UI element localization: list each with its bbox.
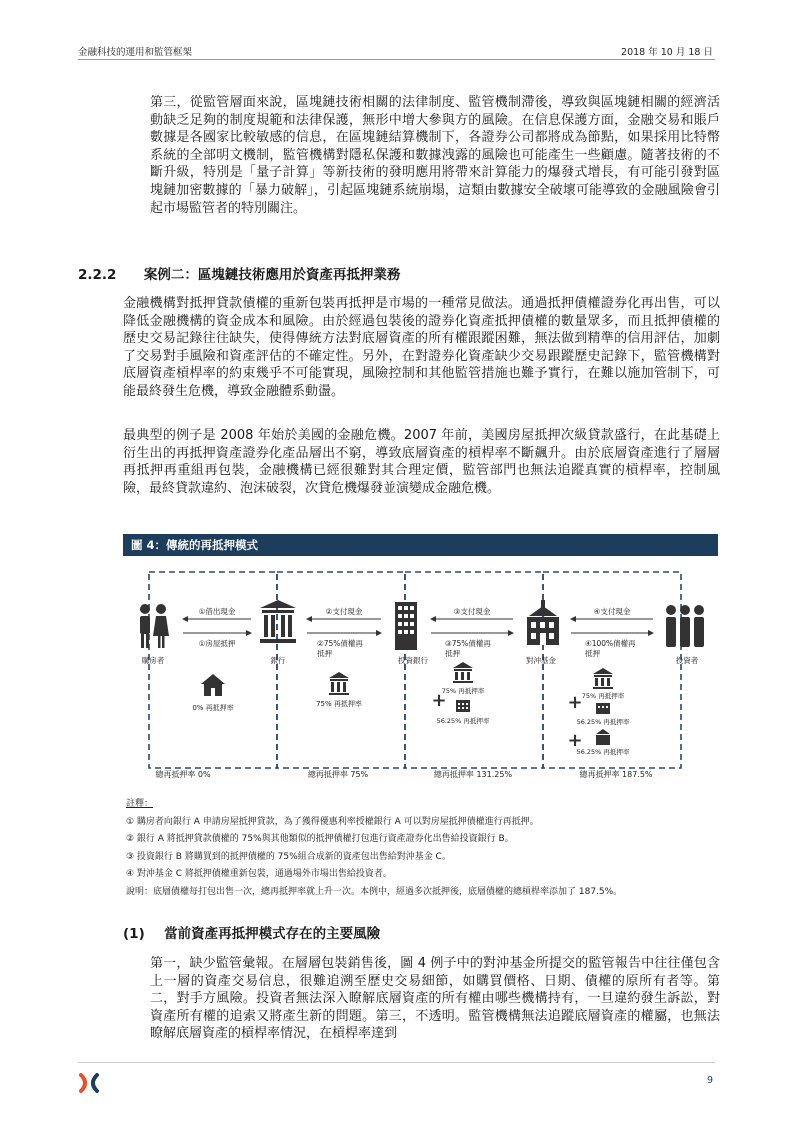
paragraph-rehypothecation: 金融機構對抵押貸款債權的重新包裝再抵押是市場的一種常見做法。通過抵押債權證券化再出售，可以降低金融機構的資金成本和風險。由於經過包裝後的證券化資產抵押債權的數量眾多，而且抵押債權的歷史交易記錄往往缺失，使得傳統方法對底層資產的所有權跟蹤困難，無法做到精準的信用評估，加劇了交易對手風險和資產評估的不確定性。另外，在對證券化資產缺少交易跟蹤歷史記錄下，監管機構對底層資產槓桿率的約束幾乎不可能實現，風險控制和其他監管措施也難予實行，在難以施加管制下，可能最終發生危機，導致金融體系動盪。 xyxy=(123,296,720,399)
arrow-label-bottom-1: ①房屋抵押 xyxy=(198,639,236,648)
section-heading xyxy=(78,263,400,283)
section-number: 2.2.2 xyxy=(78,267,117,283)
hedge-fund-icon xyxy=(527,600,559,645)
investment-bank-icon xyxy=(395,602,417,650)
plus-icon-s4a: + xyxy=(567,692,583,713)
stage-box-1 xyxy=(149,572,277,768)
bank-icon xyxy=(260,600,296,643)
actor-label-investors: 投資者 xyxy=(675,656,699,665)
arrow-label-top-3: ③支付現金 xyxy=(453,607,491,616)
subsection-number: (1) xyxy=(123,926,145,942)
arrow-label-bottom-3b: 抵押 xyxy=(445,649,460,658)
actor-label-hedge-fund: 對沖基金 xyxy=(526,656,556,665)
paragraph-financial-crisis: 最典型的例子是 2008 年始於美國的金融危機。2007 年前，美國房屋抵押次級貸款盛行，在此基礎上衍生出的再抵押資產證券化產品層出不窮，導致底層資產的槓桿率不斷飆升。由於底層資產進行了層層再抵押再重組再包裝，金融機構已經很難對其合理定價，監管部門也無法追蹤真實的槓桿率，控制風險，最終貸款違約、泡沫破裂，次貸危機爆發並演變成金融危機。 xyxy=(123,428,720,496)
actor-label-bank: 銀行 xyxy=(270,656,286,665)
header-title: 金融科技的運用和監管框架 xyxy=(78,47,193,58)
house-icon xyxy=(201,674,225,696)
notes-heading: 註釋： xyxy=(126,799,154,809)
asset-label-s3b: 56.25% 再抵押率 xyxy=(436,717,490,725)
hedge-fund-small-icon-s4 xyxy=(596,729,610,745)
total-label-4: 總再抵押率 187.5% xyxy=(579,770,653,779)
building-small-icon-s4 xyxy=(596,703,610,714)
asset-label-s2: 75% 再抵押率 xyxy=(316,700,362,708)
asset-label-s1: 0% 再抵押率 xyxy=(192,704,234,712)
paragraph-privacy-risk: 第三，從監管層面來說，區塊鏈技術相關的法律制度、監管機制滯後，導致與區塊鏈相關的經濟活動缺乏足夠的制度規範和法律保護，無形中增大參與方的風險。在信息保護方面，金融交易和賬戶數據是各國家比較敏感的信息，在區塊鏈結算機制下，各證券公司都將成為節點，如果採用比特幣系統的全部明文機制，監管機構對隱私保護和數據洩露的風險也可能產生一些顧慮。隨著技術的不斷升級，特別是「量子計算」等新技術的發明應用將帶來計算能力的爆發式增長，有可能引發對區塊鏈加密數據的「暴力破解」，引起區塊鏈系統崩塌，這類由數據安全破壞可能導致的金融風險會引起市場監管者的特別關注。 xyxy=(150,95,720,216)
plus-icon-s4b: + xyxy=(567,730,583,751)
bank-small-icon xyxy=(329,672,349,695)
asset-label-s3a: 75% 再抵押率 xyxy=(441,687,485,695)
note-item-4: ④ 對沖基金 C 將抵押債權重新包裝，通過場外市場出售給投資者。 xyxy=(126,869,392,880)
note-explanation: 說明：底層債權每打包出售一次，總再抵押率就上升一次。本例中，經過多次抵押後，底層債權的總槓桿率添加了 187.5%。 xyxy=(126,886,623,897)
arrow-label-top-2: ②支付現金 xyxy=(325,607,363,616)
bank-small-icon-s4 xyxy=(593,668,613,689)
bank-small-icon-s3 xyxy=(453,662,473,683)
asset-label-s4a: 75% 再抵押率 xyxy=(581,692,625,700)
total-label-3: 總再抵押率 131.25% xyxy=(433,770,513,779)
home-buyer-icon xyxy=(140,604,169,648)
total-label-1: 總再抵押率 0% xyxy=(155,770,211,779)
arrow-label-bottom-4b: 抵押 xyxy=(585,649,600,658)
hkex-logo-icon xyxy=(78,1072,100,1094)
actor-label-buyer: 購房者 xyxy=(141,656,165,665)
asset-label-s4b: 56.25% 再抵押率 xyxy=(576,718,630,726)
footer-divider xyxy=(78,1062,715,1063)
building-small-icon-s3 xyxy=(456,700,470,712)
rehypothecation-diagram xyxy=(123,560,721,785)
arrow-label-top-1: ①借出現金 xyxy=(198,607,236,616)
page-number: 9 xyxy=(706,1075,713,1086)
arrow-label-bottom-2: ②75%債權再 xyxy=(317,639,363,648)
section-title: 案例二：區塊鏈技術應用於資產再抵押業務 xyxy=(143,267,401,283)
header-divider xyxy=(78,59,715,60)
note-item-3: ③ 投資銀行 B 將購買到的抵押債權的 75%組合成新的資產包出售給對沖基金 C。 xyxy=(126,851,451,862)
asset-label-s4c: 56.25% 再抵押率 xyxy=(576,748,630,756)
stage-box-3 xyxy=(405,572,543,768)
subsection-heading xyxy=(123,922,380,942)
arrow-label-bottom-4: ④100%債權再 xyxy=(585,639,636,648)
paragraph-main-risks: 第一，缺少監管彙報。在層層包裝銷售後，圖 4 例子中的對沖基金所提交的監管報告中往往僅包含上一層的資產交易信息，很難追溯至歷史交易細節，如購買價格、日期、債權的原所有者等。第二，對手方風險。投資者無法深入瞭解底層資產的所有權由哪些機構持有，一旦違約發生訴訟，對資產所有權的追索又將產生新的問題。第三，不透明。監管機構無法追蹤底層資產的權屬，也無法瞭解底層資產的槓桿率情況，在槓桿率達到 xyxy=(150,956,720,1042)
arrow-label-bottom-3: ③75%債權再 xyxy=(445,639,491,648)
header-date: 2018 年 10 月 18 日 xyxy=(621,47,713,58)
stage-box-4 xyxy=(543,572,681,768)
investors-icon xyxy=(666,605,704,647)
arrow-label-bottom-2b: 抵押 xyxy=(317,649,332,658)
actor-label-investment-bank: 投資銀行 xyxy=(398,656,428,665)
note-item-2: ② 銀行 A 將抵押貸款債權的 75%與其他類似的抵押債權打包進行資產證券化出售給投資銀行 B。 xyxy=(126,834,514,845)
arrow-label-top-4: ④支付現金 xyxy=(593,607,631,616)
figure-notes xyxy=(126,796,622,902)
figure-title: 圖 4：傳統的再抵押模式 xyxy=(123,534,718,556)
total-label-2: 總再抵押率 75% xyxy=(307,770,369,779)
plus-icon-s3: + xyxy=(431,690,447,711)
note-item-1: ① 購房者向銀行 A 申請房屋抵押貸款，為了獲得優惠利率授權銀行 A 可以對房屋抵押債權進行再抵押。 xyxy=(126,816,539,827)
stage-box-2 xyxy=(277,572,405,768)
subsection-title: 當前資產再抵押模式存在的主要風險 xyxy=(164,926,381,942)
